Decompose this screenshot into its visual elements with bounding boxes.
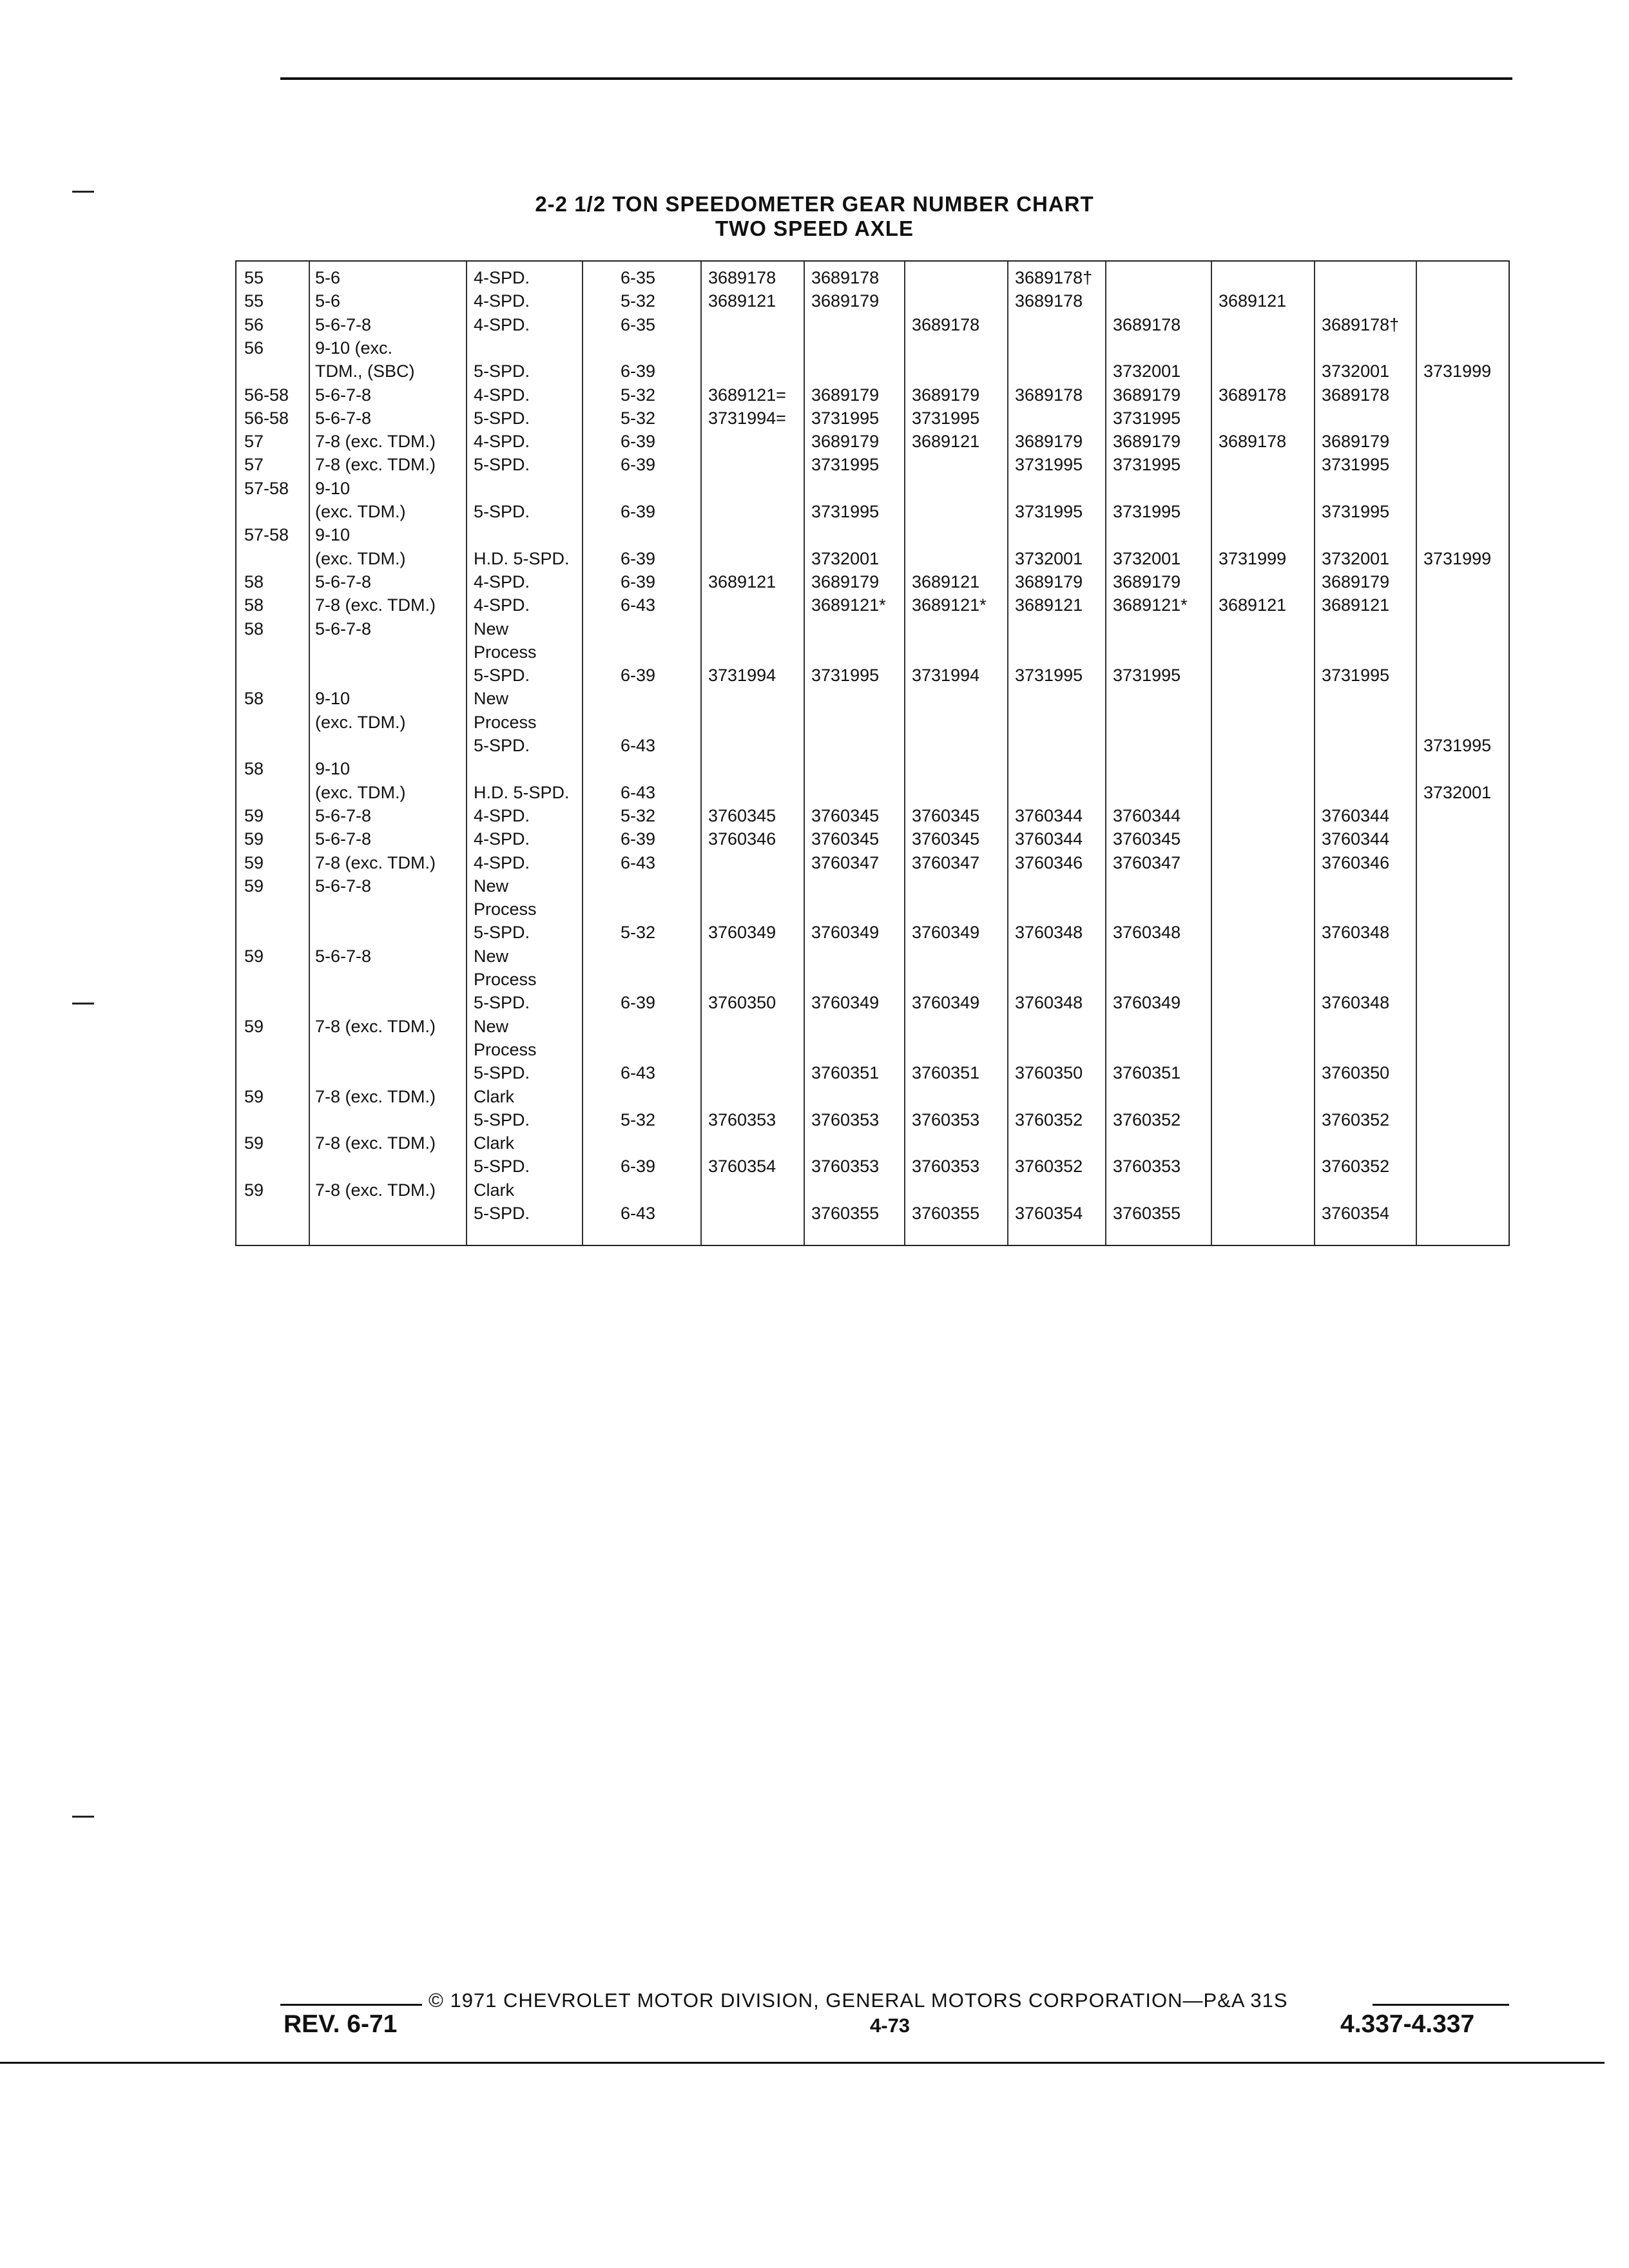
table-cell: 59 (244, 1016, 264, 1036)
table-cell: 5-SPD. (474, 408, 530, 428)
table-cell: 3760354 (708, 1157, 776, 1177)
table-cell: 59 (244, 1086, 264, 1106)
table-cell: 9-10 (315, 689, 351, 709)
table-cell: 3689178 (708, 268, 776, 287)
table-cell: 3731995 (1113, 666, 1181, 686)
table-cell: 3731995 (1322, 502, 1390, 521)
table-cell: 55 (244, 268, 264, 287)
table-cell: 3731995 (1113, 408, 1181, 428)
table-cell: 3760344 (1113, 805, 1181, 825)
table-cell: 3731995 (811, 408, 880, 428)
table-cell: 6-39 (621, 432, 656, 452)
table-cell: 3689179 (1113, 432, 1181, 452)
table-cell: 3760348 (1113, 923, 1181, 943)
table-cell: 3731994= (708, 408, 786, 428)
table-cell: 3731995 (1322, 666, 1390, 686)
table-cell: 3731995 (811, 666, 880, 686)
table-cell: H.D. 5-SPD. (474, 548, 570, 568)
table-cell: Process (474, 970, 537, 989)
table-cell: 3760354 (1322, 1204, 1390, 1223)
column-divider (582, 262, 583, 1245)
table-cell: 3732001 (1322, 548, 1390, 568)
table-cell: H.D. 5-SPD. (474, 782, 570, 802)
table-cell: 58 (244, 759, 264, 779)
table-cell: 4-SPD. (474, 572, 530, 591)
table-cell: 5-SPD. (474, 736, 530, 755)
table-cell: 3760345 (708, 805, 776, 825)
table-cell: 3760346 (708, 829, 776, 849)
table-cell: 5-SPD. (474, 666, 530, 686)
table-cell: 3731995 (811, 502, 880, 521)
table-cell: Process (474, 1039, 537, 1059)
table-cell: 3689121 (708, 291, 776, 311)
table-cell: 5-6-7-8 (315, 314, 372, 334)
table-cell: New (474, 1016, 509, 1036)
table-cell: 7-8 (exc. TDM.) (315, 1016, 436, 1036)
table-cell: 6-39 (621, 548, 656, 568)
table-cell: 3689121 (1015, 595, 1083, 615)
table-cell: (exc. TDM.) (315, 502, 406, 521)
table-cell: 3760347 (811, 852, 880, 872)
table-cell: 3731995 (1015, 666, 1083, 686)
table-cell: 3760344 (1015, 829, 1083, 849)
table-cell: 6-39 (621, 829, 656, 849)
table-cell: 57-58 (244, 525, 289, 545)
table-cell: 3689179 (1015, 572, 1083, 591)
table-cell: 3732001 (811, 548, 880, 568)
table-cell: 59 (244, 1180, 264, 1200)
table-cell: 6-43 (621, 852, 656, 872)
table-cell: Clark (474, 1086, 515, 1106)
table-cell: 6-43 (621, 1204, 656, 1223)
table-cell: 3760352 (1015, 1110, 1083, 1129)
table-cell: 3689179 (1015, 432, 1083, 452)
table-cell: 6-39 (621, 666, 656, 686)
table-cell: 3731999 (1423, 361, 1492, 381)
table-cell: 3760345 (912, 829, 980, 849)
table-cell: New (474, 689, 509, 709)
table-cell: 5-32 (621, 1110, 656, 1129)
table-cell: 5-32 (621, 291, 656, 311)
table-cell: 3760347 (912, 852, 980, 872)
table-cell: Process (474, 712, 537, 732)
table-cell: 3760346 (1322, 852, 1390, 872)
table-cell: 58 (244, 689, 264, 709)
column-divider (309, 262, 310, 1245)
table-cell: 3760349 (708, 923, 776, 943)
table-cell: 3760349 (811, 993, 880, 1013)
table-cell: New (474, 946, 509, 966)
table-cell: 9-10 (315, 759, 351, 779)
section-number: 4.337-4.337 (1340, 2010, 1475, 2038)
table-cell: 3760345 (811, 805, 880, 825)
column-divider (804, 262, 805, 1245)
table-cell: 4-SPD. (474, 852, 530, 872)
table-cell: (exc. TDM.) (315, 782, 406, 802)
table-cell: 3760348 (1015, 923, 1083, 943)
revision-label: REV. 6-71 (284, 2010, 398, 2038)
table-cell: 3731994 (708, 666, 776, 686)
table-cell: 5-6 (315, 268, 341, 287)
table-cell: 3689121* (811, 595, 886, 615)
column-divider (1211, 262, 1212, 1245)
table-cell: 5-SPD. (474, 1110, 530, 1129)
table-cell: 5-6-7-8 (315, 829, 372, 849)
table-cell: TDM., (SBC) (315, 361, 415, 381)
table-cell: 3732001 (1015, 548, 1083, 568)
table-cell: 6-43 (621, 782, 656, 802)
table-cell: 3760353 (811, 1157, 880, 1177)
table-cell: 3731995 (1015, 502, 1083, 521)
table-cell: 56 (244, 314, 264, 334)
table-cell: 6-39 (621, 993, 656, 1013)
table-cell: 3760347 (1113, 852, 1181, 872)
column-divider (700, 262, 702, 1245)
table-cell: 3760353 (912, 1110, 980, 1129)
table-cell: 3760351 (811, 1063, 880, 1083)
table-cell: Clark (474, 1180, 515, 1200)
column-divider (1105, 262, 1106, 1245)
table-cell: 3689178 (1015, 385, 1083, 405)
table-cell: 3760351 (912, 1063, 980, 1083)
table-cell: 3760349 (912, 993, 980, 1013)
table-cell: 6-39 (621, 572, 656, 591)
table-cell: (exc. TDM.) (315, 548, 406, 568)
table-cell: 5-SPD. (474, 1157, 530, 1177)
table-cell: 4-SPD. (474, 829, 530, 849)
gear-number-table (235, 260, 1510, 1246)
table-cell: 3689178 (1015, 291, 1083, 311)
bottom-rule (0, 2062, 1605, 2064)
table-cell: 3760349 (1113, 993, 1181, 1013)
table-cell: 3760352 (1113, 1110, 1181, 1129)
table-cell: 6-43 (621, 1063, 656, 1083)
table-cell: New (474, 876, 509, 896)
table-cell: 5-32 (621, 805, 656, 825)
table-cell: 3760351 (1113, 1063, 1181, 1083)
table-cell: 4-SPD. (474, 314, 530, 334)
table-cell: 3689178 (1113, 314, 1181, 334)
table-cell: 3732001 (1322, 361, 1390, 381)
table-cell: 58 (244, 595, 264, 615)
table-cell: 3760349 (912, 923, 980, 943)
table-cell: 5-6-7-8 (315, 876, 372, 896)
table-cell: 4-SPD. (474, 595, 530, 615)
table-cell: 3760353 (1113, 1157, 1181, 1177)
table-cell: 3731995 (1322, 455, 1390, 475)
page-title: 2-2 1/2 TON SPEEDOMETER GEAR NUMBER CHART (535, 192, 1094, 216)
table-cell: 7-8 (exc. TDM.) (315, 1086, 436, 1106)
table-cell: 7-8 (exc. TDM.) (315, 595, 436, 615)
table-cell: 3731994 (912, 666, 980, 686)
table-cell: 3731995 (1113, 502, 1181, 521)
table-cell: 3689179 (1322, 572, 1390, 591)
table-cell: New (474, 619, 509, 639)
page-subtitle: TWO SPEED AXLE (715, 216, 914, 240)
table-cell: 3760344 (1322, 805, 1390, 825)
table-cell: 3760345 (912, 805, 980, 825)
table-cell: 3760348 (1322, 923, 1390, 943)
table-cell: 4-SPD. (474, 268, 530, 287)
table-cell: 57-58 (244, 478, 289, 498)
table-cell: 3731995 (912, 408, 980, 428)
table-cell: 3732001 (1113, 548, 1181, 568)
table-cell: 3689178 (1219, 432, 1287, 452)
table-cell: 3760344 (1015, 805, 1083, 825)
table-cell: 58 (244, 619, 264, 639)
table-cell: 6-43 (621, 595, 656, 615)
table-cell: 3760353 (811, 1110, 880, 1129)
table-cell: 59 (244, 1133, 264, 1153)
table-cell: 5-6-7-8 (315, 385, 372, 405)
table-cell: 3689121 (912, 432, 980, 452)
table-cell: 3731995 (1015, 455, 1083, 475)
table-cell: 3760352 (1322, 1110, 1390, 1129)
column-divider (1416, 262, 1417, 1245)
table-cell: 3689179 (1322, 432, 1390, 452)
table-cell: 3689178† (1322, 314, 1400, 334)
column-divider (1314, 262, 1315, 1245)
table-cell: 3689121 (1322, 595, 1390, 615)
table-cell: 3731995 (811, 455, 880, 475)
table-cell: 59 (244, 876, 264, 896)
table-cell: 3760352 (1015, 1157, 1083, 1177)
table-cell: 3760349 (811, 923, 880, 943)
table-cell: 3760355 (811, 1204, 880, 1223)
table-cell: 56-58 (244, 385, 289, 405)
table-cell: 3731999 (1219, 548, 1287, 568)
column-divider (466, 262, 467, 1245)
table-cell: 3760350 (708, 993, 776, 1013)
table-cell: 56 (244, 338, 264, 358)
table-cell: 55 (244, 291, 264, 311)
table-cell: 3689179 (811, 291, 880, 311)
table-cell: 5-SPD. (474, 1063, 530, 1083)
page-number: 4-73 (870, 2014, 911, 2037)
table-cell: 3731995 (1113, 455, 1181, 475)
table-cell: 5-SPD. (474, 1204, 530, 1223)
table-cell: 3689178 (912, 314, 980, 334)
top-rule (280, 77, 1512, 80)
table-cell: 3689179 (912, 385, 980, 405)
table-cell: 5-6-7-8 (315, 805, 372, 825)
table-cell: 3731995 (1423, 736, 1492, 755)
table-cell: 6-43 (621, 736, 656, 755)
table-cell: 9-10 (315, 478, 351, 498)
margin-tick (72, 1816, 94, 1818)
table-cell: 59 (244, 805, 264, 825)
table-cell: 5-6-7-8 (315, 408, 372, 428)
table-cell: 3760354 (1015, 1204, 1083, 1223)
table-cell: 57 (244, 455, 264, 475)
table-cell: 5-SPD. (474, 502, 530, 521)
table-cell: 58 (244, 572, 264, 591)
table-cell: 5-6-7-8 (315, 619, 372, 639)
table-cell: Process (474, 642, 537, 662)
column-divider (904, 262, 905, 1245)
table-cell: 3689121 (912, 572, 980, 591)
table-cell: 5-32 (621, 408, 656, 428)
table-cell: 7-8 (exc. TDM.) (315, 1180, 436, 1200)
table-cell: 3760350 (1015, 1063, 1083, 1083)
table-cell: (exc. TDM.) (315, 712, 406, 732)
table-cell: 3689178 (1322, 385, 1390, 405)
column-divider (1007, 262, 1008, 1245)
table-cell: 3689179 (811, 385, 880, 405)
table-cell: 3731999 (1423, 548, 1492, 568)
table-cell: 3689178 (1219, 385, 1287, 405)
table-cell: 6-39 (621, 1157, 656, 1177)
table-cell: 3689178† (1015, 268, 1093, 287)
table-cell: 3760345 (811, 829, 880, 849)
table-cell: 59 (244, 829, 264, 849)
table-cell: 7-8 (exc. TDM.) (315, 852, 436, 872)
table-cell: 3689121= (708, 385, 786, 405)
table-cell: 3760350 (1322, 1063, 1390, 1083)
table-cell: 5-SPD. (474, 455, 530, 475)
table-cell: 59 (244, 852, 264, 872)
table-cell: 6-39 (621, 455, 656, 475)
table-cell: Clark (474, 1133, 515, 1153)
table-cell: 59 (244, 946, 264, 966)
table-cell: 3760352 (1322, 1157, 1390, 1177)
table-cell: 3689121 (708, 572, 776, 591)
table-cell: 3689179 (811, 572, 880, 591)
table-cell: 3732001 (1423, 782, 1492, 802)
table-cell: 9-10 (315, 525, 351, 545)
table-cell: 7-8 (exc. TDM.) (315, 432, 436, 452)
footer-copyright: © 1971 CHEVROLET MOTOR DIVISION, GENERAL MOTORS CORPORATION—P&A 31S (429, 1989, 1288, 2012)
table-cell: 3760353 (708, 1110, 776, 1129)
table-cell: 5-SPD. (474, 923, 530, 943)
table-cell: 5-32 (621, 385, 656, 405)
table-cell: 3732001 (1113, 361, 1181, 381)
table-cell: 5-32 (621, 923, 656, 943)
table-cell: 3689121 (1219, 595, 1287, 615)
table-cell: 3689121* (912, 595, 987, 615)
table-cell: 5-SPD. (474, 993, 530, 1013)
table-cell: 3760348 (1322, 993, 1390, 1013)
table-cell: 4-SPD. (474, 385, 530, 405)
table-cell: 4-SPD. (474, 805, 530, 825)
table-cell: 3760344 (1322, 829, 1390, 849)
table-cell: 3689179 (1113, 385, 1181, 405)
table-cell: 7-8 (exc. TDM.) (315, 1133, 436, 1153)
table-cell: 6-39 (621, 502, 656, 521)
table-cell: 6-35 (621, 314, 656, 334)
table-cell: 6-39 (621, 361, 656, 381)
table-cell: 3689179 (811, 432, 880, 452)
table-cell: 3760355 (1113, 1204, 1181, 1223)
table-cell: 5-6-7-8 (315, 572, 372, 591)
margin-tick (72, 1003, 94, 1004)
table-cell: 4-SPD. (474, 291, 530, 311)
table-cell: 3760348 (1015, 993, 1083, 1013)
footer-rule-left (280, 2004, 422, 2006)
table-cell: 3689179 (1113, 572, 1181, 591)
footer-rule-right (1373, 2004, 1509, 2006)
table-cell: 57 (244, 432, 264, 452)
table-cell: 5-SPD. (474, 361, 530, 381)
table-cell: 56-58 (244, 408, 289, 428)
table-cell: 3689121 (1219, 291, 1287, 311)
table-cell: 3689121* (1113, 595, 1188, 615)
table-cell: 7-8 (exc. TDM.) (315, 455, 436, 475)
table-cell: Process (474, 899, 537, 919)
table-cell: 3760346 (1015, 852, 1083, 872)
table-cell: 3760353 (912, 1157, 980, 1177)
table-cell: 6-35 (621, 268, 656, 287)
table-cell: 9-10 (exc. (315, 338, 393, 358)
table-cell: 5-6 (315, 291, 341, 311)
table-cell: 4-SPD. (474, 432, 530, 452)
table-cell: 3760355 (912, 1204, 980, 1223)
table-cell: 3760345 (1113, 829, 1181, 849)
table-cell: 5-6-7-8 (315, 946, 372, 966)
table-cell: 3689178 (811, 268, 880, 287)
